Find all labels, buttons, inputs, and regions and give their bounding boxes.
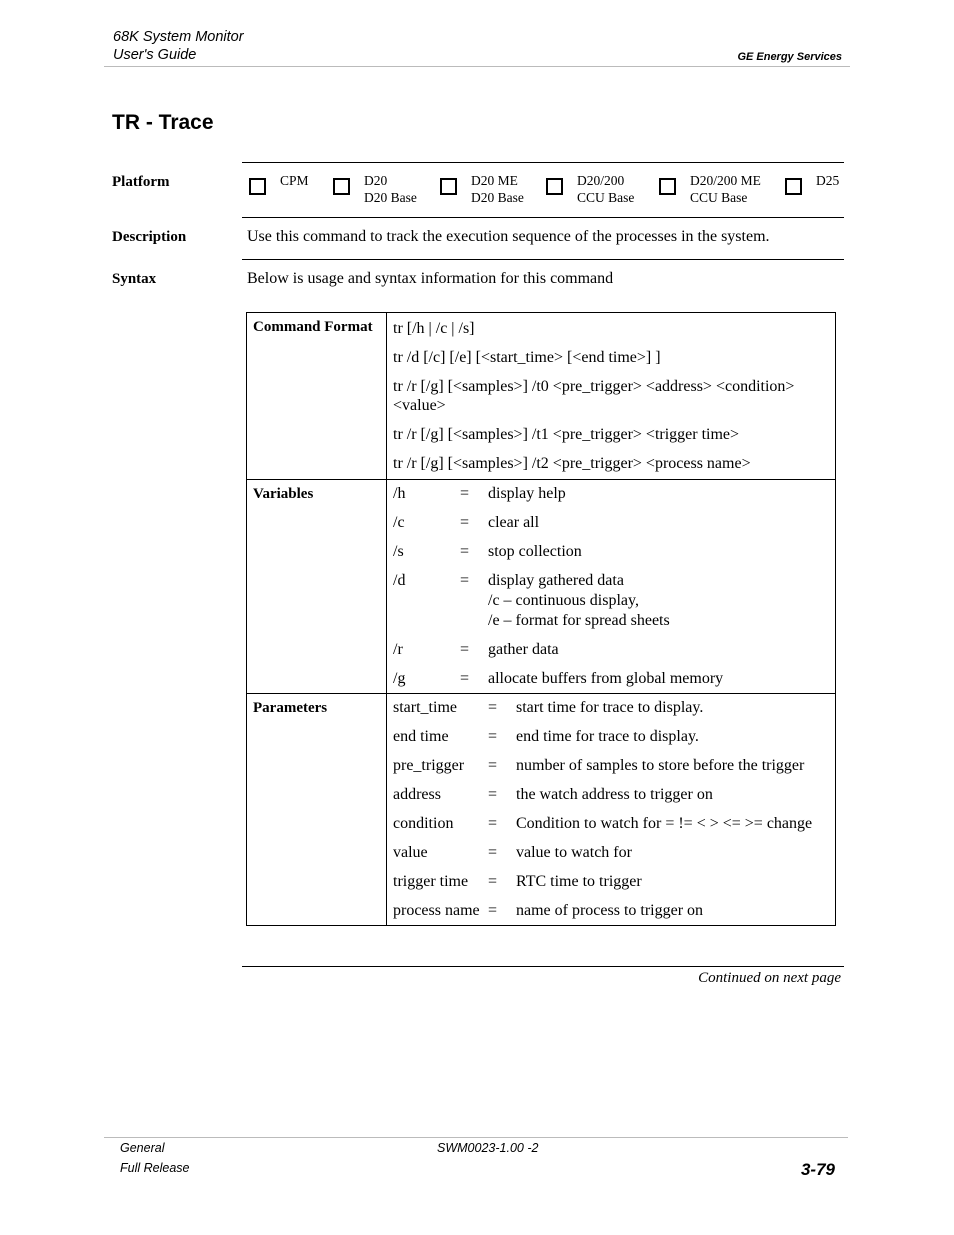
parameter-name: pre_trigger bbox=[393, 757, 465, 774]
parameter-equals: = bbox=[488, 815, 498, 832]
checkbox-icon bbox=[440, 178, 457, 195]
syntax-table bbox=[246, 312, 836, 926]
command-format-cell bbox=[387, 313, 836, 480]
variable-name: /c bbox=[393, 514, 405, 531]
parameter-name: end time bbox=[393, 728, 449, 745]
parameter-name: condition bbox=[393, 815, 454, 832]
platform-top-rule bbox=[242, 162, 844, 163]
parameter-desc: end time for trace to display. bbox=[516, 728, 699, 745]
parameter-equals: = bbox=[488, 902, 498, 919]
variable-row bbox=[393, 571, 835, 631]
parameter-row bbox=[393, 872, 835, 892]
parameter-row bbox=[393, 727, 835, 747]
command-format-label: Command Format bbox=[247, 313, 387, 480]
variable-name: /g bbox=[393, 670, 406, 687]
platform-item bbox=[659, 172, 761, 206]
header-company: GE Energy Services bbox=[737, 51, 842, 63]
parameter-desc: start time for trace to display. bbox=[516, 699, 704, 716]
variable-equals: = bbox=[460, 485, 470, 502]
checkbox-icon bbox=[785, 178, 802, 195]
variable-desc: allocate buffers from global memory bbox=[488, 670, 724, 687]
variable-desc-line: /c – continuous display, bbox=[488, 592, 639, 609]
platform-base: CCU Base bbox=[577, 190, 635, 205]
parameter-desc: number of samples to store before the trigger bbox=[516, 757, 805, 774]
variable-desc-line: display gathered data bbox=[488, 572, 624, 589]
variable-equals: = bbox=[460, 572, 470, 589]
platform-item bbox=[546, 172, 634, 206]
platform-bottom-rule bbox=[242, 217, 844, 218]
parameter-desc: the watch address to trigger on bbox=[516, 786, 713, 803]
variable-equals: = bbox=[460, 514, 470, 531]
platform-name: D20/200 bbox=[577, 173, 625, 188]
description-text: Use this command to track the execution sequence of the processes in the system. bbox=[247, 228, 770, 245]
parameter-desc: value to watch for bbox=[516, 844, 632, 861]
command-line: tr [/h | /c | /s] bbox=[393, 320, 475, 337]
parameter-equals: = bbox=[488, 757, 498, 774]
parameter-name: start_time bbox=[393, 699, 457, 716]
syntax-label: Syntax bbox=[112, 271, 157, 287]
checkbox-icon bbox=[249, 178, 266, 195]
platform-name: D20/200 ME bbox=[690, 173, 761, 188]
variable-row bbox=[393, 640, 835, 660]
parameter-row bbox=[393, 843, 835, 863]
variable-equals: = bbox=[460, 543, 470, 560]
parameter-desc: name of process to trigger on bbox=[516, 902, 704, 919]
variables-label: Variables bbox=[247, 480, 387, 694]
command-line: tr /r [/g] [<samples>] /t0 <pre_trigger> <address> <condition> <value> bbox=[393, 378, 795, 414]
parameter-row bbox=[393, 785, 835, 805]
platform-base: D20 Base bbox=[471, 190, 524, 205]
page-number: 3-79 bbox=[800, 1160, 835, 1179]
variable-desc bbox=[488, 571, 835, 631]
variable-row bbox=[393, 542, 835, 562]
variable-desc: clear all bbox=[488, 514, 540, 531]
header-divider bbox=[104, 66, 850, 67]
variable-desc: gather data bbox=[488, 641, 559, 658]
variable-desc: stop collection bbox=[488, 543, 582, 560]
parameter-equals: = bbox=[488, 699, 498, 716]
header-title-line1: 68K System Monitor bbox=[113, 29, 244, 45]
variable-name: /h bbox=[393, 485, 406, 502]
platform-name: CPM bbox=[280, 173, 309, 188]
parameter-row bbox=[393, 698, 835, 718]
parameter-desc: RTC time to trigger bbox=[516, 873, 642, 890]
parameter-equals: = bbox=[488, 873, 498, 890]
checkbox-icon bbox=[333, 178, 350, 195]
footer-doc-number: SWM0023-1.00 -2 bbox=[437, 1141, 539, 1155]
footer-release: Full Release bbox=[120, 1161, 190, 1175]
variable-name: /r bbox=[393, 641, 403, 658]
parameter-equals: = bbox=[488, 844, 498, 861]
variable-row bbox=[393, 484, 835, 504]
platform-item bbox=[785, 172, 839, 195]
command-format-row bbox=[247, 313, 836, 480]
command-line: tr /r [/g] [<samples>] /t2 <pre_trigger> <process name> bbox=[393, 455, 751, 472]
parameters-cell bbox=[387, 694, 836, 926]
platform-label: Platform bbox=[112, 174, 170, 190]
section-end-rule bbox=[242, 966, 844, 967]
platform-item bbox=[249, 172, 309, 195]
variable-row bbox=[393, 669, 835, 689]
parameter-row bbox=[393, 814, 835, 834]
parameter-desc: Condition to watch for = != < > <= >= change bbox=[516, 815, 813, 832]
variable-desc: display help bbox=[488, 485, 566, 502]
variable-name: /d bbox=[393, 572, 406, 589]
platform-item bbox=[440, 172, 524, 206]
parameters-row bbox=[247, 694, 836, 926]
footer-divider bbox=[104, 1137, 848, 1138]
parameter-name: value bbox=[393, 844, 428, 861]
variable-desc-line: /e – format for spread sheets bbox=[488, 612, 670, 629]
platform-name: D25 bbox=[816, 173, 840, 188]
platform-name: D20 bbox=[364, 173, 388, 188]
parameter-row bbox=[393, 756, 835, 776]
footer-status: General bbox=[120, 1141, 165, 1155]
checkbox-icon bbox=[659, 178, 676, 195]
command-line: tr /r [/g] [<samples>] /t1 <pre_trigger> <trigger time> bbox=[393, 426, 740, 443]
description-label: Description bbox=[112, 229, 187, 245]
parameters-label: Parameters bbox=[247, 694, 387, 926]
variable-name: /s bbox=[393, 543, 404, 560]
syntax-text: Below is usage and syntax information for this command bbox=[247, 270, 614, 287]
variables-row bbox=[247, 480, 836, 694]
running-header bbox=[113, 28, 244, 64]
parameter-row bbox=[393, 901, 835, 921]
variables-cell bbox=[387, 480, 836, 694]
header-title-line2: User's Guide bbox=[113, 47, 197, 63]
parameter-name: trigger time bbox=[393, 873, 469, 890]
parameter-equals: = bbox=[488, 786, 498, 803]
description-bottom-rule bbox=[242, 259, 844, 260]
parameter-equals: = bbox=[488, 728, 498, 745]
parameter-name: process name bbox=[393, 902, 480, 919]
platform-name: D20 ME bbox=[471, 173, 518, 188]
variable-row bbox=[393, 513, 835, 533]
parameter-name: address bbox=[393, 786, 441, 803]
platform-item bbox=[333, 172, 417, 206]
continued-note: Continued on next page bbox=[698, 970, 841, 986]
command-line: tr /d [/c] [/e] [<start_time> [<end time>] ] bbox=[393, 349, 661, 366]
section-title: TR - Trace bbox=[112, 111, 214, 134]
variable-equals: = bbox=[460, 641, 470, 658]
checkbox-icon bbox=[546, 178, 563, 195]
platform-base: CCU Base bbox=[690, 190, 748, 205]
variable-equals: = bbox=[460, 670, 470, 687]
platform-base: D20 Base bbox=[364, 190, 417, 205]
